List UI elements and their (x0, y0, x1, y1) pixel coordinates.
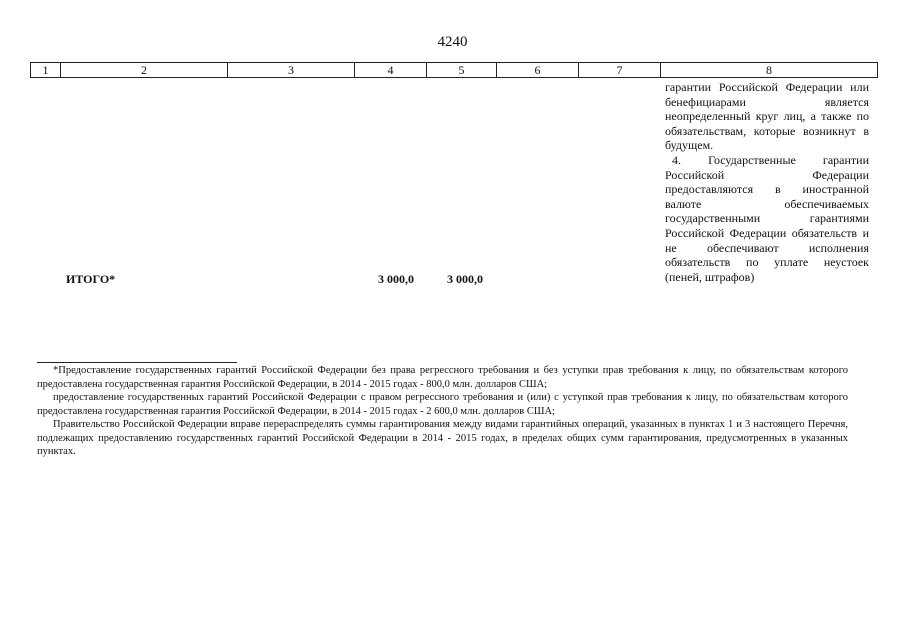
column-number-1: 1 (31, 63, 61, 77)
footnotes (37, 364, 848, 459)
guarantee-conditions-cell (665, 80, 869, 284)
column-number-2: 2 (61, 63, 228, 77)
column-number-7: 7 (579, 63, 661, 77)
conditions-paragraph: 4. Государственные гарантии Российской Федерации предоставляются в иностранной валюте обеспечиваемых государственными гарантиями Российской Федерации обязательств и не обеспечивают исполнения обязательств по уплате неустоек (пеней, штрафов) (665, 152, 869, 284)
column-number-8: 8 (766, 63, 772, 77)
column-number-6: 6 (497, 63, 579, 77)
footnote-separator (37, 362, 237, 363)
column-number-5: 5 (427, 63, 497, 77)
table-column-number-row (30, 62, 878, 78)
total-label: ИТОГО* (66, 272, 116, 286)
column-number-3: 3 (228, 63, 355, 77)
conditions-paragraph: гарантии Российской Федерации или бенефициарами является неопределенный круг лиц, а также по обязательствам, которые возникнут в будущем. (665, 80, 869, 153)
footnote-paragraph: предоставление государственных гарантий Российской Федерации с правом регрессного требования и (или) с уступкой прав требования к лицу, по обязательствам которого предоставлена государственная гарантия Российской Федерации, в 2014 - 2015 годах - 2 600,0 млн. долларов США; (37, 392, 848, 417)
footnote-paragraph: Правительство Российской Федерации вправе перераспределять суммы гарантирования между видами гарантийных операций, указанных в пунктах 1 и 3 настоящего Перечня, подлежащих предоставлению государственных гарантий Российской Федерации в 2014 - 2015 годах, в пределах общих сумм гарантирования, предусмотренных в указанных пунктах. (37, 419, 848, 457)
column-number-4: 4 (355, 63, 427, 77)
total-value-column-5: 3 000,0 (447, 272, 483, 286)
footnote-paragraph: *Предоставление государственных гарантий Российской Федерации без права регрессного требования и без уступки прав требования к лицу, по обязательствам которого предоставлена государственная гарантия Российской Федерации, в 2014 - 2015 годах - 800,0 млн. долларов США; (37, 365, 848, 390)
page-number: 4240 (437, 34, 468, 50)
total-value-column-4: 3 000,0 (378, 272, 414, 286)
